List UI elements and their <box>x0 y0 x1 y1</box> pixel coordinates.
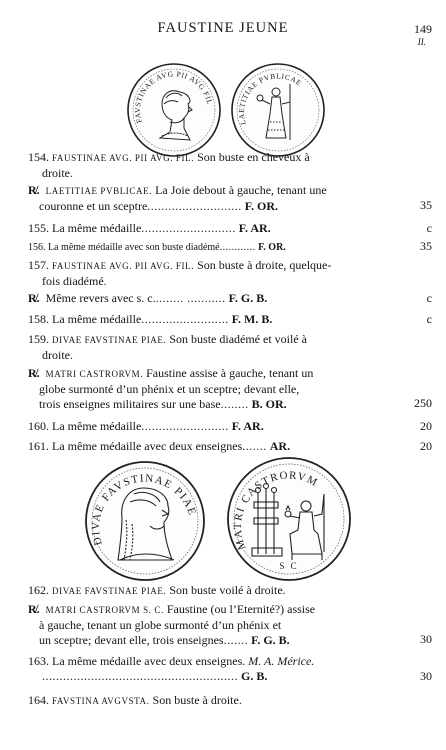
entry-text: La même médaille avec deux enseignes. <box>52 654 246 668</box>
entry-text: Son buste à droite, quelque- <box>197 258 332 272</box>
entry-158 <box>28 312 404 327</box>
entry-text: Même revers avec s. c. <box>45 291 156 305</box>
value-154-reverse: 35 <box>420 198 432 212</box>
page-title: FAUSTINE JEUNE <box>157 20 289 36</box>
entry-157 <box>28 258 404 289</box>
coin-bottom-reverse-legend: MATRI CASTRORVM <box>231 469 321 552</box>
entry-154-reverse <box>28 183 404 214</box>
entry-text: La même médaille <box>52 312 142 326</box>
reverse-mark: R̸. <box>28 291 40 305</box>
entry-number: 163. <box>28 654 49 668</box>
entry-text: La Joie debout à gauche, tenant une <box>155 183 327 197</box>
metal-designation: AR. <box>269 439 291 453</box>
entry-number: 164. <box>28 693 49 707</box>
entry-text: Son buste à droite. <box>152 693 242 707</box>
entry-number: 156. <box>28 242 46 253</box>
entry-text: Son buste voilé à droite. <box>169 583 286 597</box>
metal-designation: F. OR. <box>258 242 286 253</box>
entry-text: Faustine assise à gauche, tenant un <box>146 366 314 380</box>
entry-number: 157. <box>28 258 49 272</box>
entry-text: La même médaille avec deux enseignes <box>52 439 243 453</box>
metal-designation: F. M. B. <box>231 312 273 326</box>
owner-name: M. A. Mérice. <box>248 654 315 668</box>
value-162-reverse: 30 <box>420 632 432 646</box>
leader-dots: ........ ........... <box>155 291 226 305</box>
entry-164 <box>28 693 404 709</box>
leader-dots: ......................... <box>141 419 229 433</box>
metal-designation: F. AR. <box>231 419 264 433</box>
coin-legend: DIVAE FAVSTINAE PIAE. <box>52 586 167 596</box>
metal-designation: G. B. <box>241 669 268 683</box>
entry-155 <box>28 221 404 236</box>
metal-designation: F. AR. <box>238 221 271 235</box>
metal-designation: B. OR. <box>251 397 287 411</box>
entry-156 <box>28 240 404 255</box>
coin-legend: MATRI CASTRORVM S. C. <box>45 605 164 615</box>
entry-number: 155. <box>28 221 49 235</box>
entry-160 <box>28 419 404 434</box>
coin-legend: DIVAE FAVSTINAE PIAE. <box>52 335 167 345</box>
reverse-mark: R̸. <box>28 366 40 380</box>
entry-number: 161. <box>28 439 49 453</box>
coin-bottom-obverse-legend: DIVAE FAVSTINAE PIAE <box>89 472 199 547</box>
coin-bottom-reverse <box>226 456 352 582</box>
entry-number: 159. <box>28 332 49 346</box>
entry-text: La même médaille avec son buste diadémé <box>48 242 220 253</box>
leader-dots: ......................... <box>141 312 229 326</box>
entry-text: Son buste diadémé et voilé à <box>169 332 307 346</box>
entry-text-continued: trois enseignes militaires sur une base <box>39 397 221 411</box>
entry-159-reverse <box>28 366 404 412</box>
entry-163 <box>28 654 404 684</box>
metal-designation: F. G. B. <box>251 633 290 647</box>
coin-legend: FAUSTINAE AVG. PII AVG. FIL. <box>52 261 195 271</box>
entry-162-reverse <box>28 602 404 648</box>
entry-162 <box>28 583 404 599</box>
entry-number: 160. <box>28 419 49 433</box>
entry-number: 162. <box>28 583 49 597</box>
leader-dots: ........................................................ <box>42 669 238 683</box>
value-158: c <box>426 312 432 326</box>
entry-154 <box>28 150 404 181</box>
value-163: 30 <box>420 669 432 683</box>
entry-text-continued: à gauche, tenant un globe surmonté d’un phénix et <box>39 618 282 632</box>
value-159-reverse: 250 <box>414 396 432 410</box>
entry-161 <box>28 439 404 454</box>
entry-157-reverse <box>28 291 404 306</box>
reverse-mark: R̸. <box>28 602 40 616</box>
coin-top-obverse-legend: FAVSTINAE AVG PII AVG FIL <box>132 69 215 125</box>
coin-legend: FAVSTINA AVGVSTA. <box>52 696 150 706</box>
leader-dots: ............ <box>219 242 256 253</box>
leader-dots: ........................... <box>147 199 242 213</box>
leader-dots: ........................... <box>141 221 236 235</box>
coin-bottom-obverse <box>84 460 206 582</box>
value-161: 20 <box>420 439 432 453</box>
entry-text: La même médaille <box>52 419 142 433</box>
coin-exergue: S C <box>279 561 299 571</box>
entry-text: Faustine (ou l’Eternité?) assise <box>166 602 316 616</box>
entry-text-continued: couronne et un sceptre <box>39 199 148 213</box>
coin-top-reverse-legend: LAETITIAE PVBLICAE <box>236 71 304 126</box>
leader-dots: ....... <box>242 439 267 453</box>
leader-dots: ....... <box>223 633 249 647</box>
metal-designation: F. OR. <box>244 199 279 213</box>
entry-text: La même médaille <box>52 221 142 235</box>
coin-legend: LAETITIAE PVBLICAE. <box>45 186 153 196</box>
entry-text-continued: globe surmonté d’un phénix et un sceptre; devant elle, <box>39 382 300 396</box>
value-160: 20 <box>420 419 432 433</box>
entry-text: Son buste en cheveux à <box>197 150 310 164</box>
value-157-reverse: c <box>426 291 432 305</box>
coin-top-reverse <box>230 62 326 158</box>
coin-legend: MATRI CASTRORVM. <box>45 369 144 379</box>
metal-designation: F. G. B. <box>228 291 268 305</box>
entry-text-continued: droite. <box>42 166 73 180</box>
value-156: 35 <box>420 239 432 253</box>
entry-text-continued: un sceptre; devant elle, trois enseignes <box>39 633 224 647</box>
reverse-mark: R̸. <box>28 183 40 197</box>
entry-number: 154. <box>28 150 49 164</box>
coin-top-obverse <box>126 62 222 158</box>
entry-number: 158. <box>28 312 49 326</box>
entry-text-continued: fois diadémé. <box>42 274 107 288</box>
sheet-mark: II. <box>417 37 426 47</box>
leader-dots: ........ <box>220 397 249 411</box>
page-number: 149 <box>414 22 432 36</box>
coin-legend: FAUSTINAE AVG. PII AVG. FIL. <box>52 153 195 163</box>
entry-text-continued: droite. <box>42 348 73 362</box>
entry-159 <box>28 332 404 363</box>
value-155: c <box>426 221 432 235</box>
